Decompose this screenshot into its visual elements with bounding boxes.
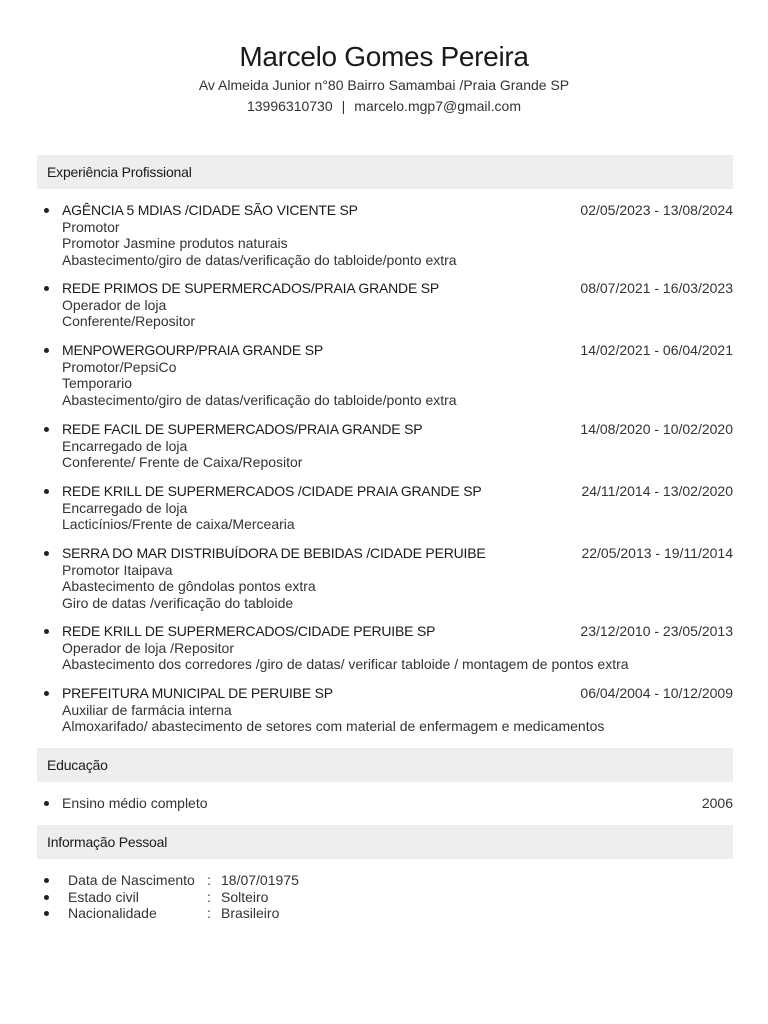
- bullet: [44, 629, 49, 634]
- bullet: [44, 208, 49, 213]
- job-detail-line: Promotor: [62, 218, 120, 235]
- personal-value: 18/07/01975: [221, 872, 299, 888]
- job-dates: 22/05/2013 - 19/11/2014: [581, 545, 733, 561]
- job-dates: 08/07/2021 - 16/03/2023: [580, 280, 733, 296]
- person-name: Marcelo Gomes Pereira: [239, 41, 529, 72]
- bullet: [44, 489, 49, 494]
- job-detail-line: Almoxarifado/ abastecimento de setores com material de enfermagem e medicamentos: [62, 718, 605, 734]
- job-dates: 02/05/2023 - 13/08/2024: [580, 202, 733, 218]
- personal-row: [37, 889, 437, 906]
- job-details: [62, 438, 302, 471]
- personal-label: Data de Nascimento: [68, 872, 195, 888]
- job-dates: 23/12/2010 - 23/05/2013: [580, 623, 733, 639]
- email: marcelo.mgp7@gmail.com: [354, 98, 521, 114]
- address: Av Almeida Junior n°80 Bairro Samambai /Praia Grande SP: [198, 77, 570, 93]
- bullet: [44, 427, 49, 432]
- job-title: REDE KRILL DE SUPERMERCADOS/CIDADE PERUIBE SP: [62, 623, 436, 639]
- job-title: SERRA DO MAR DISTRIBUÍDORA DE BEBIDAS /CIDADE PERUIBE: [62, 545, 486, 561]
- job-title: MENPOWERGOURP/PRAIA GRANDE SP: [62, 342, 324, 358]
- bullet: [44, 801, 49, 806]
- bullet: [44, 551, 49, 556]
- personal-label: Estado civil: [68, 888, 139, 905]
- job-details: [62, 640, 629, 673]
- section-education: Educação: [37, 748, 733, 782]
- job-title: REDE KRILL DE SUPERMERCADOS /CIDADE PRAIA GRANDE SP: [62, 483, 482, 499]
- job-title: AGÊNCIA 5 MDIAS /CIDADE SÃO VICENTE SP: [62, 202, 358, 218]
- contact-separator: |: [341, 98, 346, 114]
- personal-label: Nacionalidade: [68, 905, 157, 921]
- job-title: REDE PRIMOS DE SUPERMERCADOS/PRAIA GRANDE SP: [62, 280, 440, 296]
- job-detail-line: Conferente/Repositor: [62, 313, 196, 329]
- bullet: [44, 911, 49, 916]
- personal-colon: :: [207, 888, 211, 905]
- job-detail-line: Abastecimento/giro de datas/verificação do tabloide/ponto extra: [62, 391, 457, 408]
- job-details: [62, 359, 457, 409]
- job-dates: 06/04/2004 - 10/12/2009: [580, 685, 733, 701]
- job-details: [62, 297, 195, 330]
- bullet: [44, 895, 49, 900]
- education-year: 2006: [701, 795, 733, 811]
- job-detail-line: Conferente/ Frente de Caixa/Repositor: [62, 454, 303, 470]
- section-experience: Experiência Profissional: [37, 155, 733, 189]
- job-detail-line: Encarregado de loja: [62, 437, 188, 454]
- job-details: [62, 219, 457, 269]
- job-detail-line: Temporario: [62, 375, 133, 391]
- personal-row: [37, 872, 437, 889]
- job-detail-line: Promotor Jasmine produtos naturais: [62, 235, 288, 251]
- job-detail-line: Encarregado de loja: [62, 499, 188, 516]
- education-label: Ensino médio completo: [62, 795, 208, 811]
- job-detail-line: Abastecimento/giro de datas/verificação do tabloide/ponto extra: [62, 251, 457, 268]
- job-title: REDE FACIL DE SUPERMERCADOS/PRAIA GRANDE SP: [62, 421, 423, 437]
- job-details: [62, 562, 316, 612]
- personal-colon: :: [207, 905, 211, 921]
- job-dates: 24/11/2014 - 13/02/2020: [581, 483, 733, 499]
- personal-colon: :: [207, 872, 211, 888]
- job-detail-line: Lacticínios/Frente de caixa/Mercearia: [62, 516, 295, 532]
- personal-info-list: [37, 872, 437, 922]
- job-detail-line: Abastecimento de gôndolas pontos extra: [62, 578, 316, 594]
- job-detail-line: Giro de datas /verificação do tabloide: [62, 594, 294, 611]
- phone: 13996310730: [246, 98, 333, 114]
- resume-header: [0, 0, 768, 116]
- job-dates: 14/08/2020 - 10/02/2020: [580, 421, 733, 437]
- job-details: [62, 702, 604, 735]
- job-details: [62, 500, 295, 533]
- job-detail-line: Promotor Itaipava: [62, 561, 173, 578]
- job-dates: 14/02/2021 - 06/04/2021: [580, 342, 733, 358]
- bullet: [44, 348, 49, 353]
- bullet: [44, 286, 49, 291]
- job-detail-line: Operador de loja: [62, 296, 167, 313]
- bullet: [44, 691, 49, 696]
- contact-line: [0, 96, 768, 116]
- job-detail-line: Promotor/PepsiCo: [62, 358, 177, 375]
- personal-value: Solteiro: [221, 888, 269, 905]
- bullet: [44, 878, 49, 883]
- job-detail-line: Operador de loja /Repositor: [62, 639, 234, 656]
- personal-value: Brasileiro: [221, 905, 280, 921]
- job-title: PREFEITURA MUNICIPAL DE PERUIBE SP: [62, 685, 333, 701]
- job-detail-line: Abastecimento dos corredores /giro de datas/ verificar tabloide / montagem de pontos extra: [62, 656, 629, 672]
- job-detail-line: Auxiliar de farmácia interna: [62, 701, 232, 718]
- personal-row: [37, 905, 437, 922]
- section-personal: Informação Pessoal: [37, 825, 733, 859]
